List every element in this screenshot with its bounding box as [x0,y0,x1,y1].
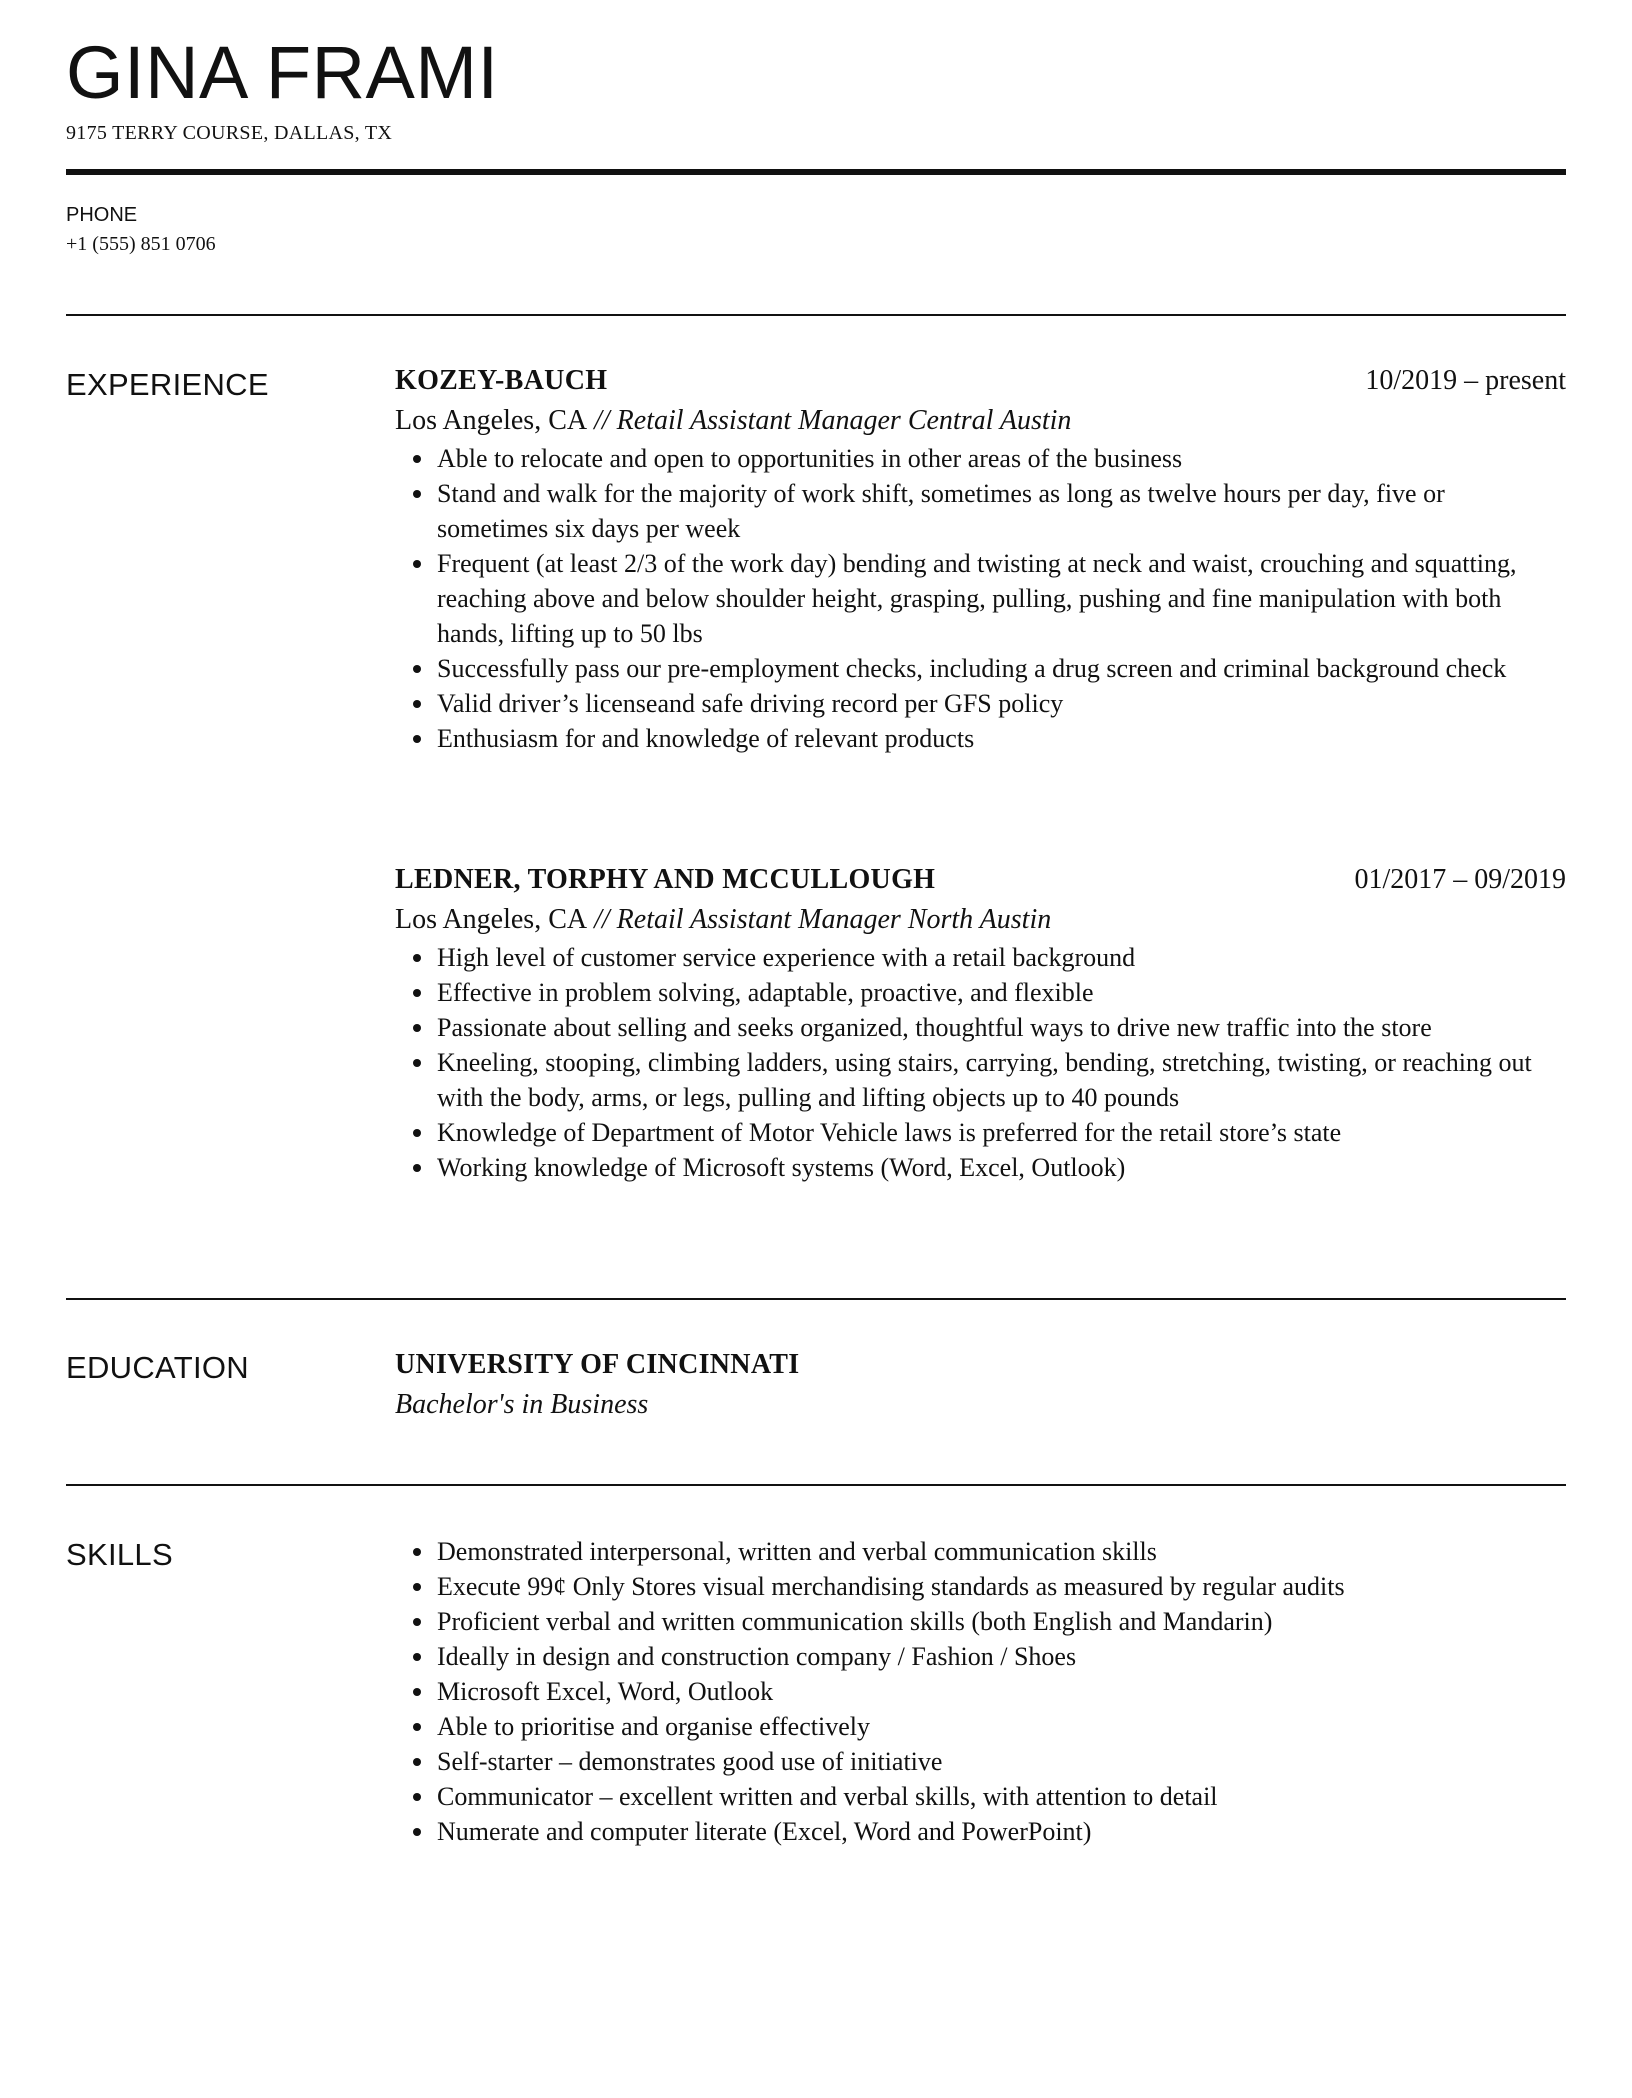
subline-separator: // [587,405,617,436]
entry-header [395,860,1566,900]
bullet-item: Frequent (at least 2/3 of the work day) bending and twisting at neck and waist, crouching and squatting, reaching above and below shoulder height, grasping, pulling, pushing and fine manipulation with both hands, lifting up to 50 lbs [437,546,1566,651]
bullet-item: Working knowledge of Microsoft systems (Word, Excel, Outlook) [437,1150,1566,1185]
skill-item: Proficient verbal and written communication skills (both English and Mandarin) [437,1604,1566,1639]
subline-separator: // [587,904,617,935]
skill-item: Ideally in design and construction company / Fashion / Shoes [437,1639,1566,1674]
bullet-item: Knowledge of Department of Motor Vehicle laws is preferred for the retail store’s state [437,1115,1566,1150]
header-divider [66,169,1566,175]
job-subline [395,900,1566,940]
bullet-item: Successfully pass our pre-employment checks, including a drug screen and criminal background check [437,651,1566,686]
skills-heading: SKILLS [66,1537,173,1572]
bullet-item: Valid driver’s licenseand safe driving record per GFS policy [437,686,1566,721]
education-entry [395,1345,1566,1425]
job-bullets [395,441,1566,756]
experience-entry [395,361,1566,756]
job-dates: 01/2017 – 09/2019 [1354,864,1566,895]
bullet-item: Enthusiasm for and knowledge of relevant products [437,721,1566,756]
bullet-item: Stand and walk for the majority of work shift, sometimes as long as twelve hours per day, five or sometimes six days per week [437,476,1566,546]
skill-item: Communicator – excellent written and verbal skills, with attention to detail [437,1779,1566,1814]
school-name: UNIVERSITY OF CINCINNATI [395,1349,800,1380]
entry-header [395,1345,1566,1385]
job-role: Retail Assistant Manager North Austin [616,904,1052,935]
job-role: Retail Assistant Manager Central Austin [616,405,1072,436]
bullet-item: Effective in problem solving, adaptable, proactive, and flexible [437,975,1566,1010]
section-divider [66,1484,1566,1486]
entry-header [395,361,1566,401]
skill-item: Numerate and computer literate (Excel, Word and PowerPoint) [437,1814,1566,1849]
section-divider [66,314,1566,316]
candidate-name: GINA FRAMI [66,31,499,114]
skill-item: Microsoft Excel, Word, Outlook [437,1674,1566,1709]
skills-entry [395,1534,1566,1849]
experience-entry [395,860,1566,1185]
skill-item: Demonstrated interpersonal, written and verbal communication skills [437,1534,1566,1569]
skills-list [395,1534,1566,1849]
bullet-item: Able to relocate and open to opportunities in other areas of the business [437,441,1566,476]
bullet-item: Passionate about selling and seeks organized, thoughtful ways to drive new traffic into the store [437,1010,1566,1045]
job-location: Los Angeles, CA [395,405,588,436]
skill-item: Execute 99¢ Only Stores visual merchandising standards as measured by regular audits [437,1569,1566,1604]
skill-item: Self-starter – demonstrates good use of initiative [437,1744,1566,1779]
bullet-item: Kneeling, stooping, climbing ladders, using stairs, carrying, bending, stretching, twisting, or reaching out with the body, arms, or legs, pulling and lifting objects up to 40 pounds [437,1045,1566,1115]
skill-item: Able to prioritise and organise effectively [437,1709,1566,1744]
job-dates: 10/2019 – present [1365,365,1566,396]
phone-label: PHONE [66,204,138,226]
job-subline [395,401,1566,441]
candidate-address: 9175 TERRY COURSE, DALLAS, TX [66,122,393,144]
job-bullets [395,940,1566,1185]
job-location: Los Angeles, CA [395,904,588,935]
bullet-item: High level of customer service experience with a retail background [437,940,1566,975]
degree: Bachelor's in Business [395,1389,649,1420]
company-name: KOZEY-BAUCH [395,365,608,396]
experience-heading: EXPERIENCE [66,367,269,402]
phone-value: +1 (555) 851 0706 [66,233,216,255]
education-heading: EDUCATION [66,1350,249,1385]
company-name: LEDNER, TORPHY AND MCCULLOUGH [395,864,936,895]
section-divider [66,1298,1566,1300]
